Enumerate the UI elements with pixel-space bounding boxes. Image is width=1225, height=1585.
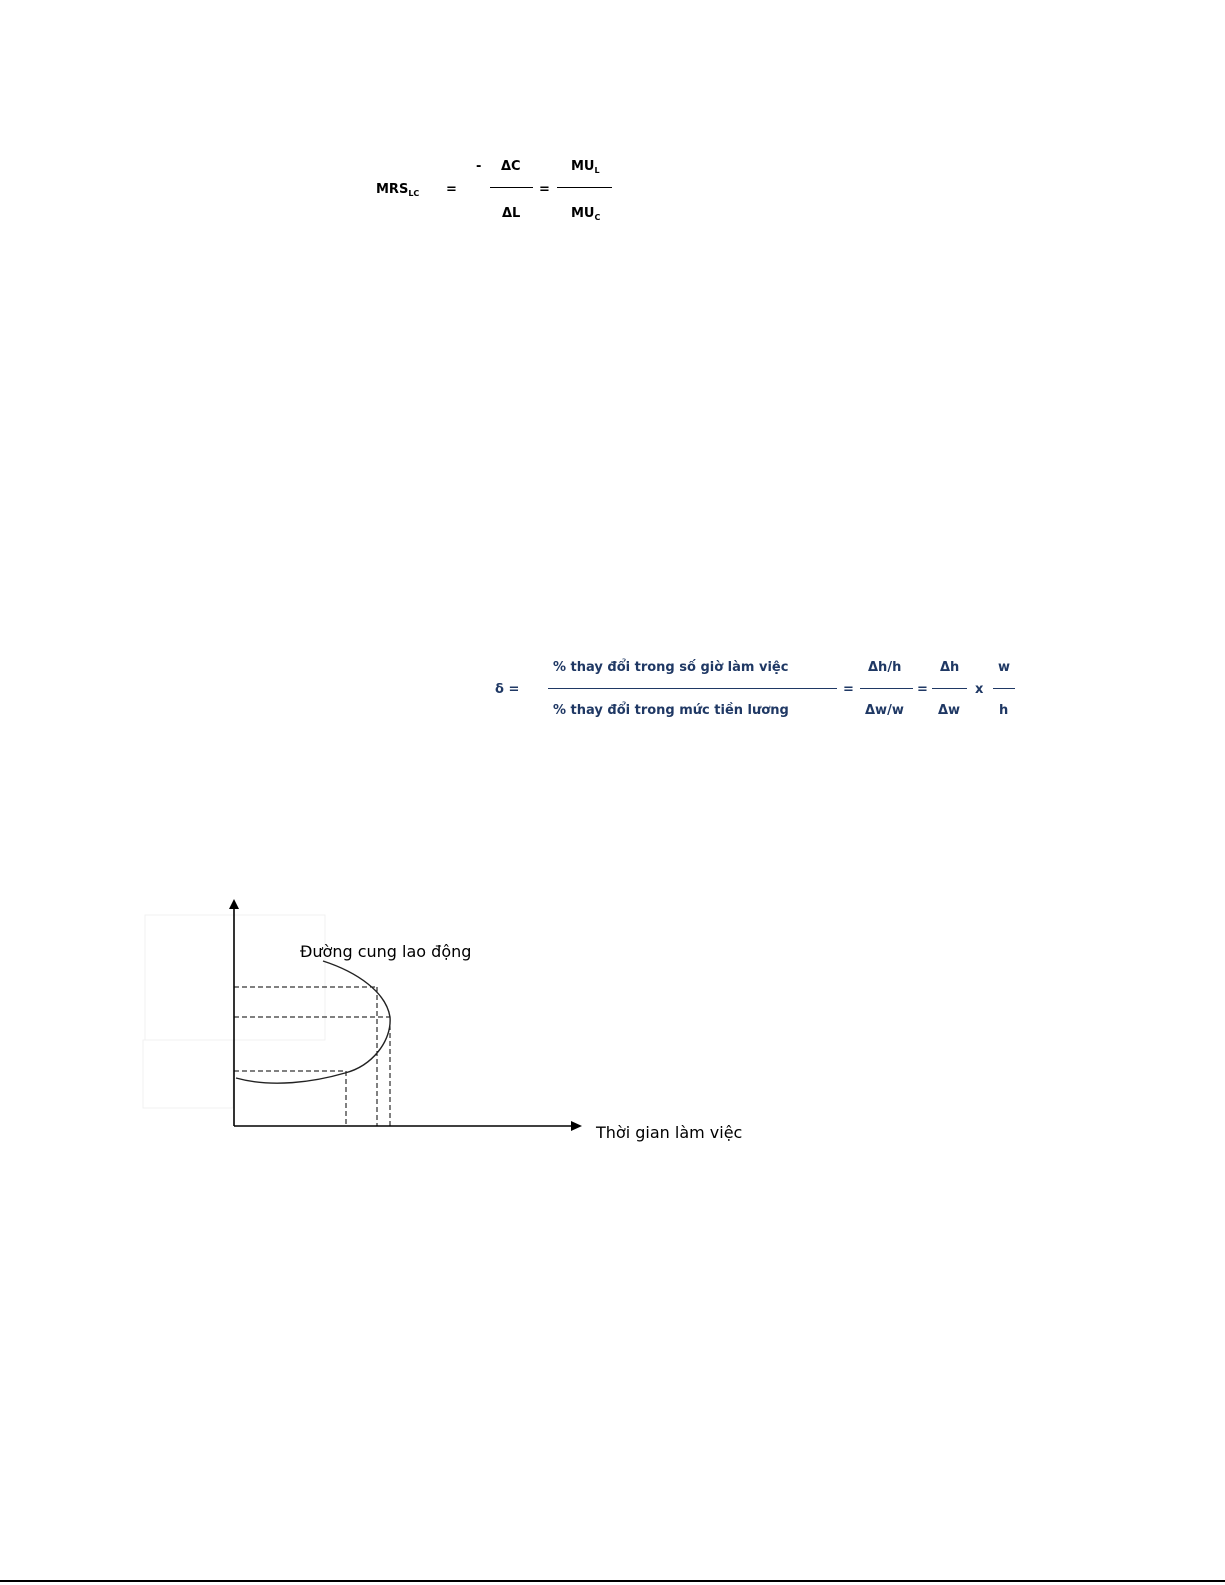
mrs-lhs: $MRS_{LC}$ <box>376 182 420 198</box>
faint-frame-2 <box>143 1040 233 1108</box>
elasticity-equals-2: = <box>917 682 928 697</box>
elasticity-denominator-dw-w: Δw/w <box>865 703 904 718</box>
y-axis-arrow-icon <box>229 899 239 909</box>
supply-curve <box>236 961 390 1083</box>
mrs-denominator-delta-l: ΔL <box>502 206 521 221</box>
dashed-guides <box>234 987 390 1126</box>
elasticity-times-sign: x <box>975 682 984 697</box>
elasticity-equals-1: = <box>843 682 854 697</box>
mrs-equals-2: = <box>539 182 550 197</box>
elasticity-lhs: δ = <box>495 682 520 697</box>
elasticity-numerator-dh: Δh <box>940 660 960 675</box>
supply-curve-label: Đường cung lao động <box>300 942 472 961</box>
mrs-numerator-mu-l: $MU_L$ <box>571 159 600 175</box>
elasticity-numerator-dh-h: Δh/h <box>868 660 902 675</box>
elasticity-denominator-h: h <box>999 703 1009 718</box>
faint-frame-1 <box>145 915 325 1040</box>
mrs-equals-1: = <box>446 182 457 197</box>
elasticity-numerator-w: w <box>998 660 1011 675</box>
page-bottom-rule <box>0 1580 1225 1582</box>
x-axis-label: Thời gian làm việc <box>596 1123 743 1142</box>
elasticity-denominator-dw: Δw <box>938 703 961 718</box>
mrs-denominator-mu-c: $MU_C$ <box>571 206 601 222</box>
mrs-numerator-delta-c: ΔC <box>501 159 521 174</box>
x-axis-arrow-icon <box>571 1121 582 1131</box>
elasticity-numerator-text: % thay đổi trong số giờ làm việc <box>553 660 789 675</box>
elasticity-denominator-text: % thay đổi trong mức tiền lương <box>553 703 789 718</box>
mrs-minus-sign: - <box>476 159 482 174</box>
